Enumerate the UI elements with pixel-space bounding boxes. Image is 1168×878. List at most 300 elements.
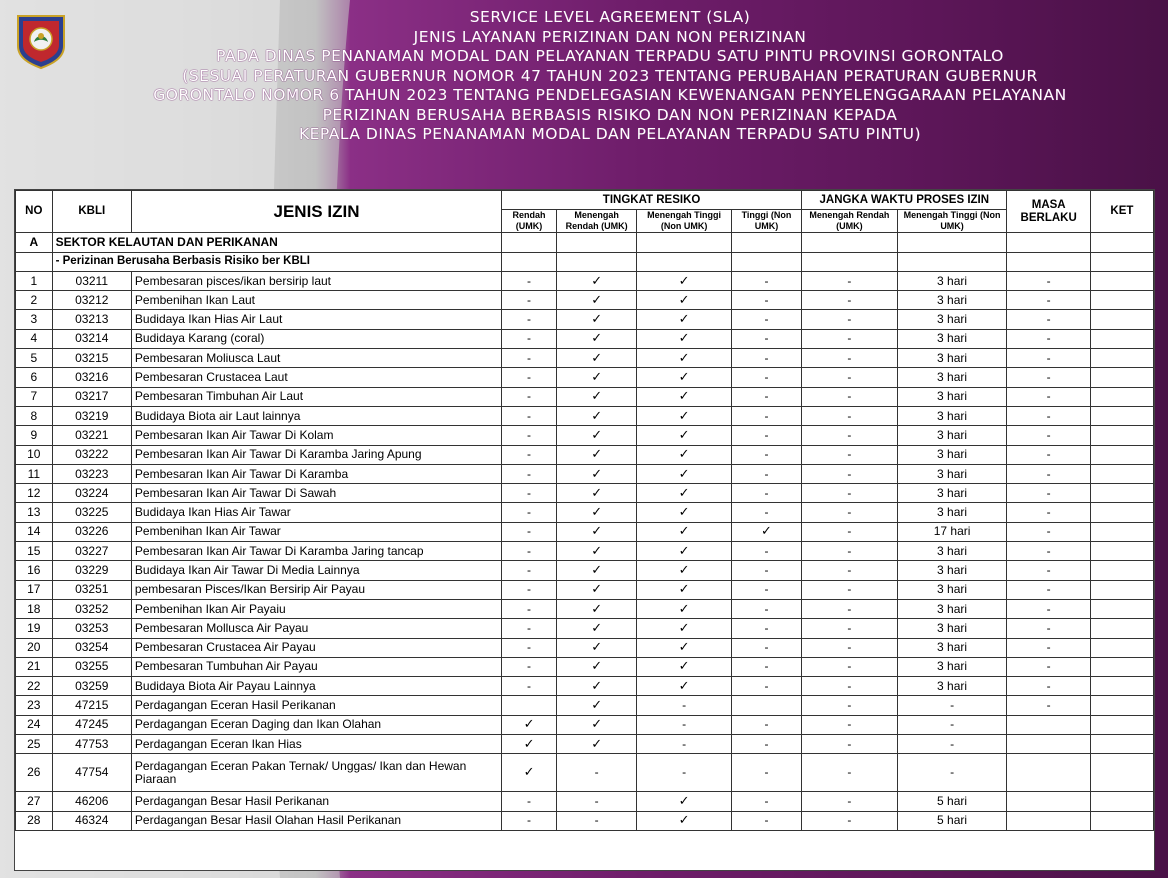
- row-no: 12: [16, 484, 53, 503]
- row-ket: [1090, 291, 1153, 310]
- row-menengah-rendah: ✓: [556, 561, 636, 580]
- row-masa-berlaku: -: [1007, 696, 1090, 715]
- subheader-rendah: Rendah (UMK): [502, 210, 557, 233]
- row-jw-menengah-tinggi: 3 hari: [897, 329, 1007, 348]
- row-menengah-tinggi: ✓: [637, 349, 732, 368]
- row-jw-menengah-rendah: -: [802, 329, 898, 348]
- row-jw-menengah-tinggi: 5 hari: [897, 792, 1007, 811]
- row-no: 10: [16, 445, 53, 464]
- row-jw-menengah-tinggi: 3 hari: [897, 484, 1007, 503]
- row-menengah-rendah: ✓: [556, 464, 636, 483]
- row-jw-menengah-rendah: -: [802, 464, 898, 483]
- row-jenis-izin: Pembesaran Ikan Air Tawar Di Kolam: [131, 426, 501, 445]
- row-masa-berlaku: [1007, 811, 1090, 830]
- table-row: [16, 445, 1154, 464]
- row-ket: [1090, 580, 1153, 599]
- table-row: [16, 542, 1154, 561]
- row-menengah-rendah: ✓: [556, 503, 636, 522]
- table-row: [16, 310, 1154, 329]
- page-title: [60, 8, 1160, 145]
- row-masa-berlaku: -: [1007, 426, 1090, 445]
- row-rendah: ✓: [502, 754, 557, 792]
- table-row: [16, 580, 1154, 599]
- sla-table: [15, 190, 1154, 831]
- row-no: 5: [16, 349, 53, 368]
- section-no: A: [16, 233, 53, 252]
- row-menengah-rendah: ✓: [556, 271, 636, 290]
- row-ket: [1090, 696, 1153, 715]
- row-jenis-izin: Budidaya Biota Air Payau Lainnya: [131, 677, 501, 696]
- row-rendah: -: [502, 464, 557, 483]
- row-jw-menengah-tinggi: 3 hari: [897, 406, 1007, 425]
- subheader-menengah-rendah: Menengah Rendah (UMK): [556, 210, 636, 233]
- table-row: [16, 426, 1154, 445]
- row-jenis-izin: pembesaran Pisces/Ikan Bersirip Air Payau: [131, 580, 501, 599]
- title-line-2: JENIS LAYANAN PERIZINAN DAN NON PERIZINAN: [413, 27, 807, 46]
- row-tinggi: -: [731, 406, 801, 425]
- row-jenis-izin: Pembesaran Ikan Air Tawar Di Karamba Jaring Apung: [131, 445, 501, 464]
- row-jw-menengah-rendah: -: [802, 271, 898, 290]
- row-kbli: 03225: [52, 503, 131, 522]
- table-row: [16, 638, 1154, 657]
- row-jenis-izin: Perdagangan Eceran Pakan Ternak/ Unggas/ Ikan dan Hewan Piaraan: [131, 754, 501, 792]
- row-rendah: -: [502, 503, 557, 522]
- row-jw-menengah-rendah: -: [802, 599, 898, 618]
- row-masa-berlaku: -: [1007, 271, 1090, 290]
- header-tingkat-resiko: TINGKAT RESIKO: [502, 191, 802, 210]
- row-jw-menengah-tinggi: 3 hari: [897, 677, 1007, 696]
- row-jw-menengah-tinggi: 3 hari: [897, 387, 1007, 406]
- row-masa-berlaku: -: [1007, 542, 1090, 561]
- row-masa-berlaku: -: [1007, 310, 1090, 329]
- row-rendah: -: [502, 387, 557, 406]
- row-ket: [1090, 406, 1153, 425]
- row-menengah-tinggi: ✓: [637, 638, 732, 657]
- table-row: [16, 811, 1154, 830]
- row-jw-menengah-rendah: -: [802, 696, 898, 715]
- row-jw-menengah-tinggi: 3 hari: [897, 580, 1007, 599]
- table-row: [16, 677, 1154, 696]
- row-jw-menengah-rendah: -: [802, 619, 898, 638]
- row-no: 15: [16, 542, 53, 561]
- row-tinggi: -: [731, 754, 801, 792]
- row-tinggi: -: [731, 503, 801, 522]
- row-rendah: -: [502, 561, 557, 580]
- row-ket: [1090, 522, 1153, 541]
- row-menengah-tinggi: -: [637, 715, 732, 734]
- row-menengah-rendah: ✓: [556, 291, 636, 310]
- row-tinggi: -: [731, 735, 801, 754]
- row-ket: [1090, 484, 1153, 503]
- row-ket: [1090, 599, 1153, 618]
- row-rendah: -: [502, 426, 557, 445]
- row-tinggi: -: [731, 445, 801, 464]
- row-menengah-tinggi: ✓: [637, 426, 732, 445]
- row-ket: [1090, 542, 1153, 561]
- row-tinggi: -: [731, 349, 801, 368]
- row-no: 25: [16, 735, 53, 754]
- row-masa-berlaku: -: [1007, 619, 1090, 638]
- title-line-1: SERVICE LEVEL AGREEMENT (SLA): [469, 8, 751, 26]
- row-rendah: -: [502, 310, 557, 329]
- row-jw-menengah-tinggi: 3 hari: [897, 368, 1007, 387]
- table-row: [16, 696, 1154, 715]
- row-kbli: 03251: [52, 580, 131, 599]
- row-no: 9: [16, 426, 53, 445]
- row-kbli: 03211: [52, 271, 131, 290]
- row-jw-menengah-tinggi: 3 hari: [897, 599, 1007, 618]
- row-rendah: -: [502, 484, 557, 503]
- row-jw-menengah-tinggi: 3 hari: [897, 561, 1007, 580]
- row-masa-berlaku: -: [1007, 445, 1090, 464]
- row-menengah-tinggi: ✓: [637, 329, 732, 348]
- header-no: NO: [16, 191, 53, 233]
- sla-table-container: [14, 189, 1155, 871]
- row-jw-menengah-rendah: -: [802, 735, 898, 754]
- row-jw-menengah-rendah: -: [802, 792, 898, 811]
- subheader-menengah-tinggi: Menengah Tinggi (Non UMK): [637, 210, 732, 233]
- row-jw-menengah-tinggi: 3 hari: [897, 310, 1007, 329]
- row-ket: [1090, 754, 1153, 792]
- row-jw-menengah-rendah: -: [802, 811, 898, 830]
- row-menengah-rendah: ✓: [556, 484, 636, 503]
- row-menengah-tinggi: ✓: [637, 445, 732, 464]
- row-jw-menengah-tinggi: -: [897, 754, 1007, 792]
- row-menengah-tinggi: ✓: [637, 561, 732, 580]
- row-no: 6: [16, 368, 53, 387]
- row-no: 22: [16, 677, 53, 696]
- row-jw-menengah-tinggi: 3 hari: [897, 426, 1007, 445]
- row-jenis-izin: Pembesaran Crustacea Laut: [131, 368, 501, 387]
- section-row: [16, 233, 1154, 252]
- row-menengah-rendah: ✓: [556, 329, 636, 348]
- row-kbli: 03214: [52, 329, 131, 348]
- table-row: [16, 291, 1154, 310]
- row-menengah-rendah: ✓: [556, 368, 636, 387]
- row-kbli: 47215: [52, 696, 131, 715]
- row-menengah-tinggi: ✓: [637, 368, 732, 387]
- row-rendah: [502, 696, 557, 715]
- row-jw-menengah-tinggi: 3 hari: [897, 271, 1007, 290]
- row-menengah-rendah: ✓: [556, 426, 636, 445]
- table-row: [16, 484, 1154, 503]
- row-tinggi: -: [731, 619, 801, 638]
- row-tinggi: -: [731, 426, 801, 445]
- row-ket: [1090, 503, 1153, 522]
- row-kbli: 03224: [52, 484, 131, 503]
- row-tinggi: -: [731, 368, 801, 387]
- subheader-tinggi: Tinggi (Non UMK): [731, 210, 801, 233]
- row-menengah-rendah: ✓: [556, 445, 636, 464]
- row-rendah: -: [502, 619, 557, 638]
- row-rendah: -: [502, 677, 557, 696]
- row-jenis-izin: Perdagangan Besar Hasil Perikanan: [131, 792, 501, 811]
- row-kbli: 47245: [52, 715, 131, 734]
- row-jw-menengah-rendah: -: [802, 503, 898, 522]
- row-no: 7: [16, 387, 53, 406]
- row-menengah-rendah: ✓: [556, 696, 636, 715]
- table-row: [16, 503, 1154, 522]
- row-menengah-rendah: -: [556, 754, 636, 792]
- header-ket: KET: [1090, 191, 1153, 233]
- subheader-jw-menengah-rendah: Menengah Rendah (UMK): [802, 210, 898, 233]
- header-jangka-waktu: JANGKA WAKTU PROSES IZIN: [802, 191, 1007, 210]
- row-jenis-izin: Budidaya Ikan Air Tawar Di Media Lainnya: [131, 561, 501, 580]
- row-no: 23: [16, 696, 53, 715]
- row-no: 18: [16, 599, 53, 618]
- row-no: 13: [16, 503, 53, 522]
- title-line-3: PADA DINAS PENANAMAN MODAL DAN PELAYANAN TERPADU SATU PINTU PROVINSI GORONTALO: [216, 47, 1004, 65]
- row-jenis-izin: Pembenihan Ikan Laut: [131, 291, 501, 310]
- row-ket: [1090, 792, 1153, 811]
- row-menengah-rendah: ✓: [556, 387, 636, 406]
- row-jenis-izin: Budidaya Karang (coral): [131, 329, 501, 348]
- table-row: [16, 561, 1154, 580]
- row-menengah-rendah: ✓: [556, 406, 636, 425]
- row-jenis-izin: Pembenihan Ikan Air Tawar: [131, 522, 501, 541]
- row-jw-menengah-tinggi: 5 hari: [897, 811, 1007, 830]
- row-rendah: -: [502, 580, 557, 599]
- row-menengah-rendah: -: [556, 811, 636, 830]
- row-masa-berlaku: -: [1007, 387, 1090, 406]
- row-menengah-tinggi: ✓: [637, 271, 732, 290]
- table-row: [16, 387, 1154, 406]
- row-kbli: 03221: [52, 426, 131, 445]
- row-jenis-izin: Pembesaran Ikan Air Tawar Di Karamba Jaring tancap: [131, 542, 501, 561]
- row-no: 27: [16, 792, 53, 811]
- row-jenis-izin: Perdagangan Eceran Hasil Perikanan: [131, 696, 501, 715]
- title-line-4: (SESUAI PERATURAN GUBERNUR NOMOR 47 TAHUN 2023 TENTANG PERUBAHAN PERATURAN GUBERNUR: [182, 66, 1038, 85]
- row-menengah-tinggi: ✓: [637, 387, 732, 406]
- row-jw-menengah-rendah: -: [802, 445, 898, 464]
- table-row: [16, 406, 1154, 425]
- row-menengah-rendah: ✓: [556, 677, 636, 696]
- row-jw-menengah-tinggi: 3 hari: [897, 542, 1007, 561]
- row-rendah: -: [502, 291, 557, 310]
- row-tinggi: -: [731, 464, 801, 483]
- row-jw-menengah-rendah: -: [802, 677, 898, 696]
- title-line-6: PERIZINAN BERUSAHA BERBASIS RISIKO DAN NON PERIZINAN KEPADA: [322, 105, 898, 124]
- table-row: [16, 349, 1154, 368]
- row-jw-menengah-tinggi: 3 hari: [897, 445, 1007, 464]
- row-menengah-tinggi: -: [637, 696, 732, 715]
- row-jw-menengah-tinggi: 3 hari: [897, 638, 1007, 657]
- table-row: [16, 619, 1154, 638]
- row-jenis-izin: Perdagangan Eceran Ikan Hias: [131, 735, 501, 754]
- row-jenis-izin: Pembesaran Timbuhan Air Laut: [131, 387, 501, 406]
- row-ket: [1090, 329, 1153, 348]
- row-jw-menengah-rendah: -: [802, 657, 898, 676]
- table-row: [16, 735, 1154, 754]
- row-masa-berlaku: [1007, 715, 1090, 734]
- row-ket: [1090, 811, 1153, 830]
- row-jenis-izin: Pembesaran Moliusca Laut: [131, 349, 501, 368]
- row-kbli: 03213: [52, 310, 131, 329]
- row-rendah: -: [502, 542, 557, 561]
- row-masa-berlaku: -: [1007, 349, 1090, 368]
- row-kbli: 03229: [52, 561, 131, 580]
- row-menengah-tinggi: ✓: [637, 310, 732, 329]
- subsection-title: - Perizinan Berusaha Berbasis Risiko ber KBLI: [52, 252, 501, 271]
- row-jw-menengah-rendah: -: [802, 542, 898, 561]
- row-menengah-tinggi: ✓: [637, 542, 732, 561]
- row-jw-menengah-tinggi: 3 hari: [897, 349, 1007, 368]
- row-rendah: -: [502, 406, 557, 425]
- row-jenis-izin: Perdagangan Eceran Daging dan Ikan Olahan: [131, 715, 501, 734]
- row-kbli: 03253: [52, 619, 131, 638]
- row-menengah-tinggi: ✓: [637, 657, 732, 676]
- row-kbli: 47753: [52, 735, 131, 754]
- row-no: 20: [16, 638, 53, 657]
- row-menengah-tinggi: ✓: [637, 503, 732, 522]
- row-menengah-rendah: ✓: [556, 522, 636, 541]
- table-row: [16, 599, 1154, 618]
- row-jw-menengah-rendah: -: [802, 522, 898, 541]
- row-kbli: 03212: [52, 291, 131, 310]
- row-ket: [1090, 735, 1153, 754]
- row-masa-berlaku: -: [1007, 291, 1090, 310]
- row-masa-berlaku: -: [1007, 580, 1090, 599]
- row-jenis-izin: Pembesaran Tumbuhan Air Payau: [131, 657, 501, 676]
- row-menengah-rendah: ✓: [556, 715, 636, 734]
- row-rendah: -: [502, 811, 557, 830]
- row-jw-menengah-tinggi: 3 hari: [897, 464, 1007, 483]
- row-jw-menengah-rendah: -: [802, 387, 898, 406]
- row-masa-berlaku: -: [1007, 599, 1090, 618]
- row-jw-menengah-rendah: -: [802, 368, 898, 387]
- row-rendah: -: [502, 329, 557, 348]
- row-menengah-rendah: ✓: [556, 580, 636, 599]
- row-kbli: 03216: [52, 368, 131, 387]
- row-tinggi: -: [731, 811, 801, 830]
- row-menengah-rendah: ✓: [556, 310, 636, 329]
- row-jw-menengah-tinggi: -: [897, 696, 1007, 715]
- row-jenis-izin: Budidaya Biota air Laut lainnya: [131, 406, 501, 425]
- row-no: 3: [16, 310, 53, 329]
- row-menengah-rendah: -: [556, 792, 636, 811]
- row-tinggi: -: [731, 542, 801, 561]
- row-tinggi: -: [731, 561, 801, 580]
- row-menengah-tinggi: -: [637, 735, 732, 754]
- row-jw-menengah-tinggi: 3 hari: [897, 503, 1007, 522]
- row-tinggi: [731, 696, 801, 715]
- row-no: 8: [16, 406, 53, 425]
- row-rendah: -: [502, 657, 557, 676]
- row-rendah: ✓: [502, 715, 557, 734]
- row-no: 4: [16, 329, 53, 348]
- row-ket: [1090, 677, 1153, 696]
- table-row: [16, 792, 1154, 811]
- subsection-row: [16, 252, 1154, 271]
- header-masa-berlaku: MASA BERLAKU: [1007, 191, 1090, 233]
- row-menengah-tinggi: ✓: [637, 619, 732, 638]
- row-jw-menengah-rendah: -: [802, 406, 898, 425]
- row-jw-menengah-rendah: -: [802, 349, 898, 368]
- row-rendah: -: [502, 599, 557, 618]
- row-jw-menengah-tinggi: 3 hari: [897, 657, 1007, 676]
- row-menengah-tinggi: ✓: [637, 792, 732, 811]
- row-ket: [1090, 445, 1153, 464]
- row-tinggi: ✓: [731, 522, 801, 541]
- row-jw-menengah-tinggi: -: [897, 735, 1007, 754]
- row-tinggi: -: [731, 310, 801, 329]
- row-jw-menengah-rendah: -: [802, 561, 898, 580]
- row-menengah-tinggi: ✓: [637, 580, 732, 599]
- row-tinggi: -: [731, 484, 801, 503]
- row-jw-menengah-rendah: -: [802, 426, 898, 445]
- row-menengah-tinggi: ✓: [637, 484, 732, 503]
- header-kbli: KBLI: [52, 191, 131, 233]
- row-jenis-izin: Perdagangan Besar Hasil Olahan Hasil Perikanan: [131, 811, 501, 830]
- row-jw-menengah-rendah: -: [802, 310, 898, 329]
- row-jw-menengah-rendah: -: [802, 580, 898, 599]
- row-no: 14: [16, 522, 53, 541]
- row-ket: [1090, 349, 1153, 368]
- row-masa-berlaku: [1007, 754, 1090, 792]
- row-tinggi: -: [731, 599, 801, 618]
- row-kbli: 03255: [52, 657, 131, 676]
- row-kbli: 03254: [52, 638, 131, 657]
- row-tinggi: -: [731, 580, 801, 599]
- row-kbli: 46324: [52, 811, 131, 830]
- subheader-jw-menengah-tinggi: Menengah Tinggi (Non UMK): [897, 210, 1007, 233]
- row-jw-menengah-rendah: -: [802, 715, 898, 734]
- row-masa-berlaku: [1007, 792, 1090, 811]
- row-jenis-izin: Budidaya Ikan Hias Air Tawar: [131, 503, 501, 522]
- row-masa-berlaku: -: [1007, 329, 1090, 348]
- row-kbli: 03223: [52, 464, 131, 483]
- row-rendah: -: [502, 368, 557, 387]
- row-jenis-izin: Pembesaran Ikan Air Tawar Di Karamba: [131, 464, 501, 483]
- row-kbli: 03215: [52, 349, 131, 368]
- row-ket: [1090, 426, 1153, 445]
- row-masa-berlaku: -: [1007, 406, 1090, 425]
- row-tinggi: -: [731, 677, 801, 696]
- row-jw-menengah-rendah: -: [802, 754, 898, 792]
- row-menengah-tinggi: ✓: [637, 599, 732, 618]
- row-menengah-rendah: ✓: [556, 619, 636, 638]
- table-row: [16, 657, 1154, 676]
- row-rendah: -: [502, 792, 557, 811]
- row-menengah-tinggi: -: [637, 754, 732, 792]
- row-ket: [1090, 657, 1153, 676]
- row-no: 28: [16, 811, 53, 830]
- row-menengah-tinggi: ✓: [637, 677, 732, 696]
- row-ket: [1090, 715, 1153, 734]
- row-menengah-rendah: ✓: [556, 735, 636, 754]
- row-jenis-izin: Pembesaran Crustacea Air Payau: [131, 638, 501, 657]
- row-masa-berlaku: -: [1007, 368, 1090, 387]
- row-kbli: 03252: [52, 599, 131, 618]
- row-no: 19: [16, 619, 53, 638]
- row-no: 21: [16, 657, 53, 676]
- row-jenis-izin: Pembesaran Mollusca Air Payau: [131, 619, 501, 638]
- row-rendah: -: [502, 271, 557, 290]
- row-rendah: -: [502, 445, 557, 464]
- row-ket: [1090, 619, 1153, 638]
- row-masa-berlaku: -: [1007, 522, 1090, 541]
- row-kbli: 03217: [52, 387, 131, 406]
- row-tinggi: -: [731, 638, 801, 657]
- row-menengah-rendah: ✓: [556, 599, 636, 618]
- row-jw-menengah-rendah: -: [802, 484, 898, 503]
- row-ket: [1090, 561, 1153, 580]
- table-row: [16, 464, 1154, 483]
- row-ket: [1090, 271, 1153, 290]
- row-masa-berlaku: -: [1007, 657, 1090, 676]
- row-jw-menengah-tinggi: 3 hari: [897, 619, 1007, 638]
- title-line-7: KEPALA DINAS PENANAMAN MODAL DAN PELAYANAN TERPADU SATU PINTU): [298, 125, 922, 143]
